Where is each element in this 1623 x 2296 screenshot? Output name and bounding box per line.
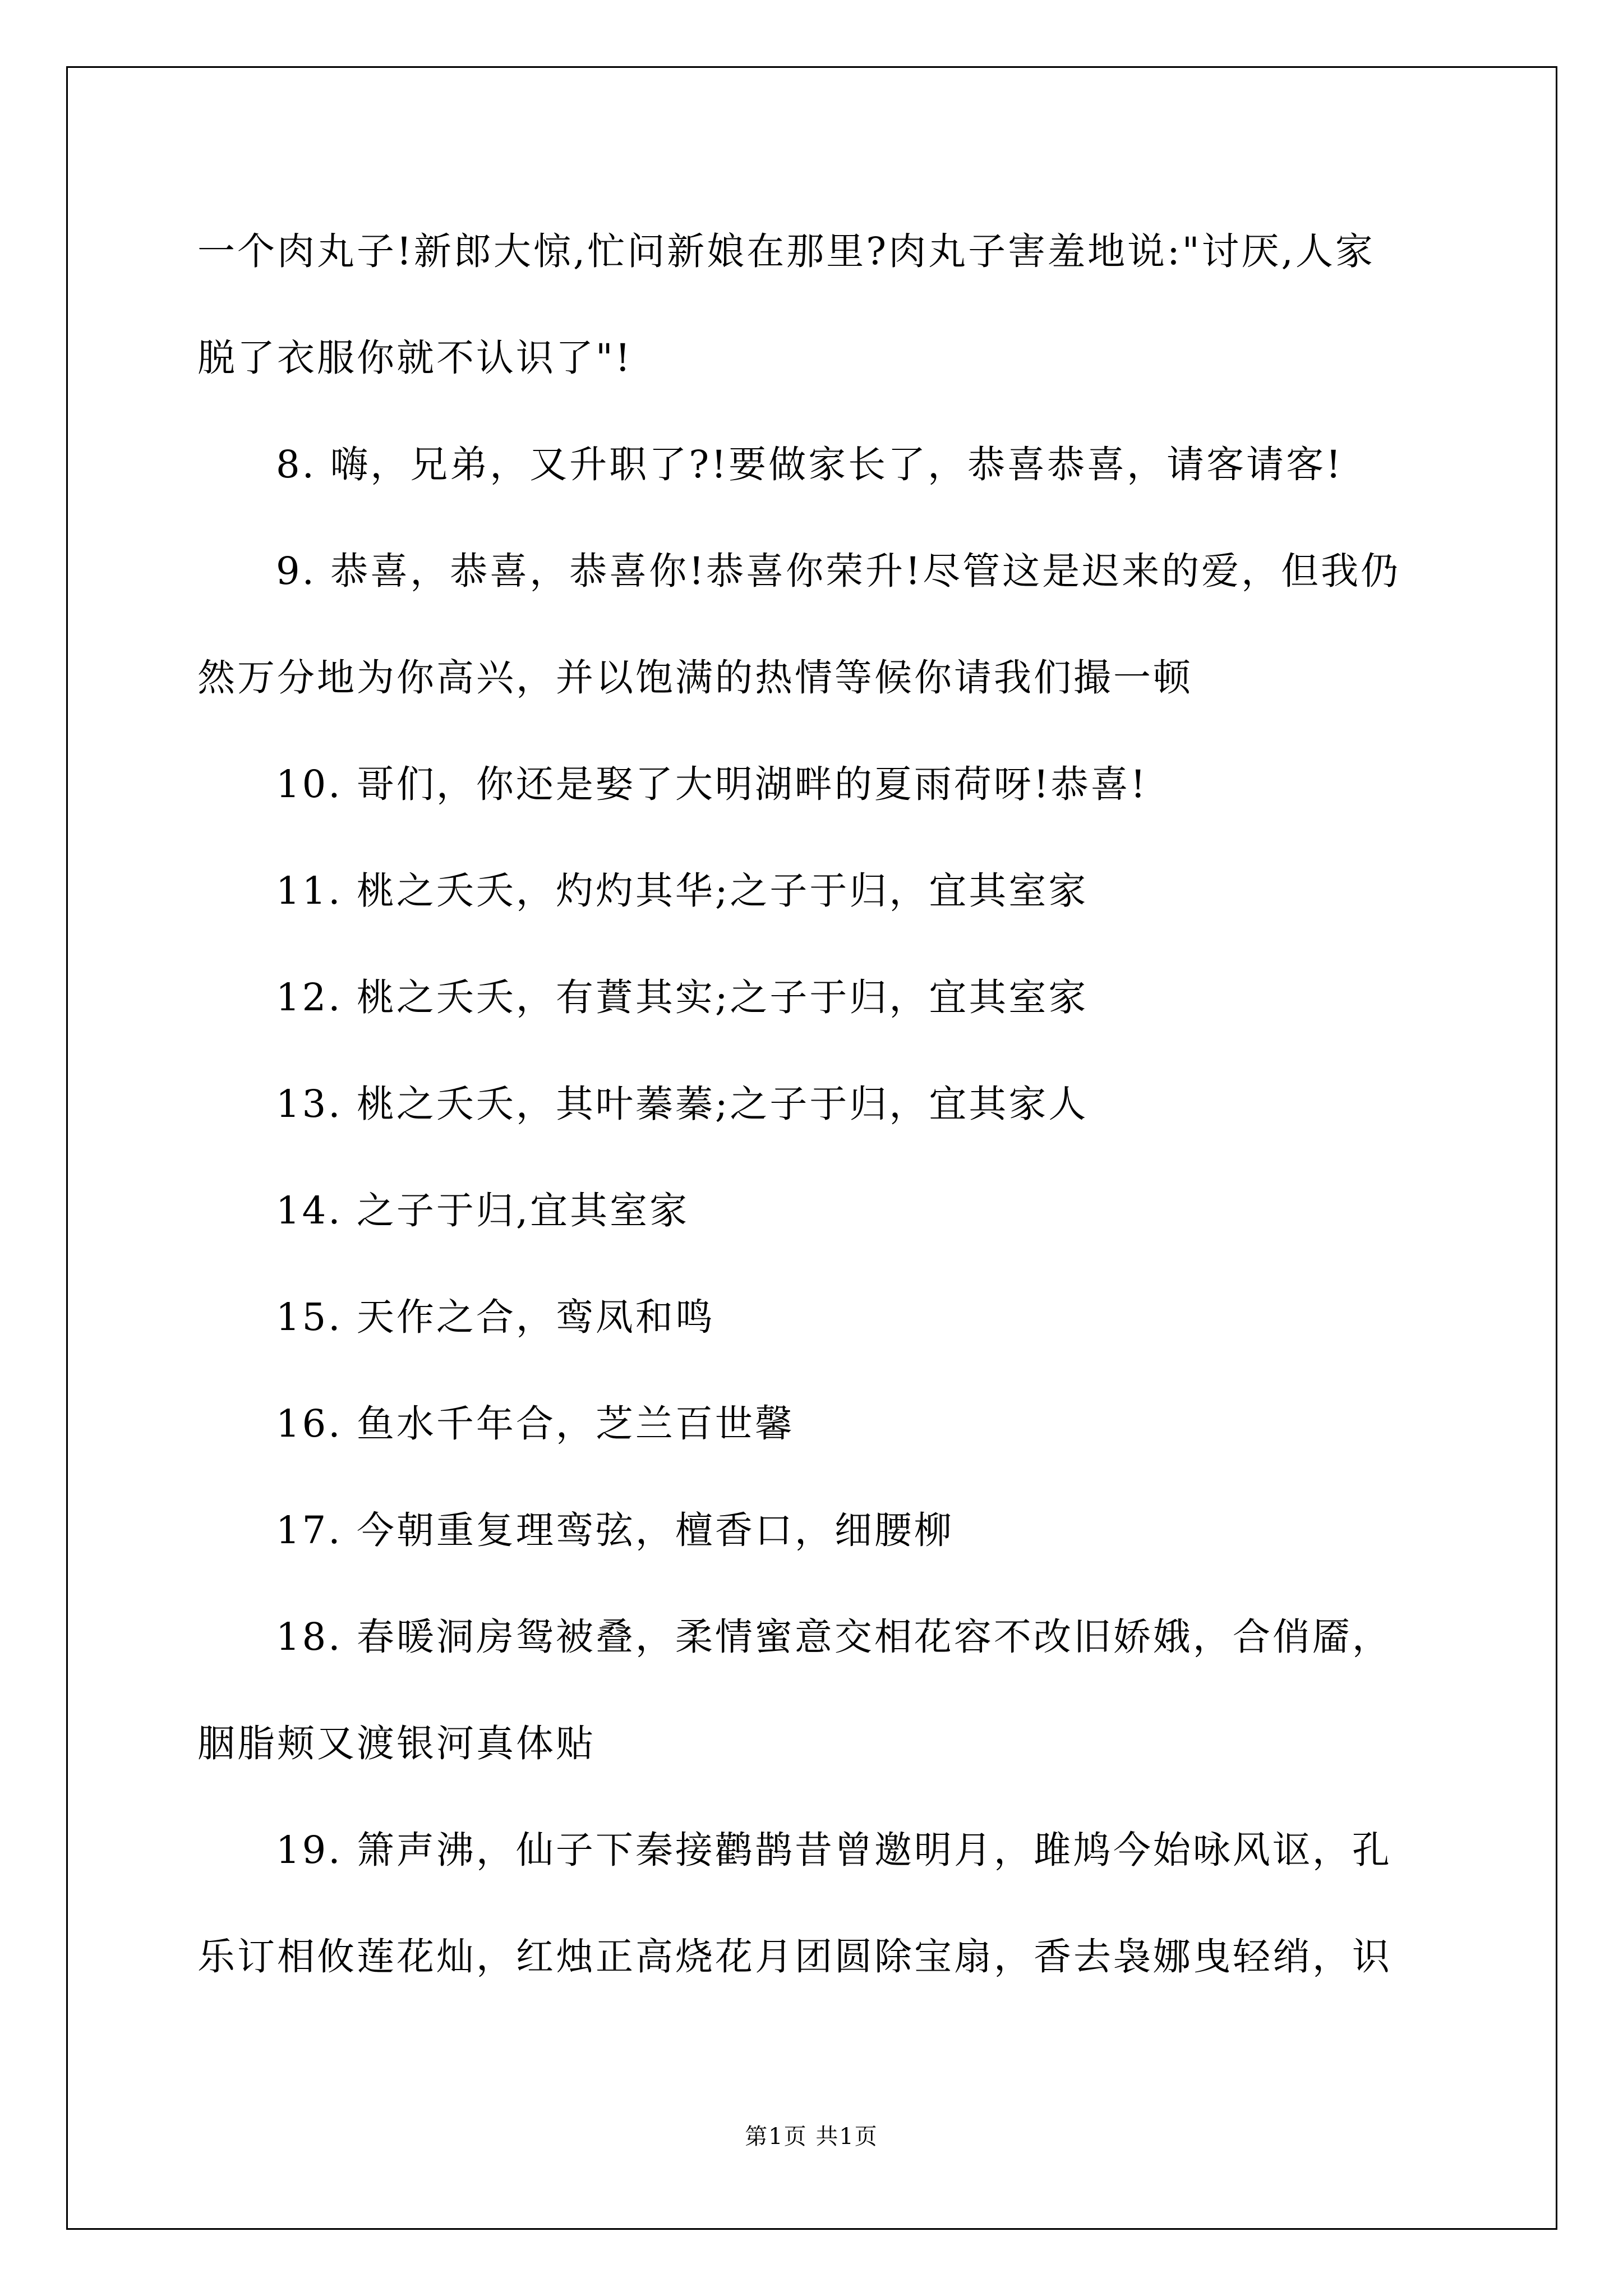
text-line: 乐订相攸莲花灿，红烛正高烧花月团圆除宝扇，香去袅娜曳轻绡，识	[197, 1935, 1392, 1978]
list-item-16: 16. 鱼水千年合，芝兰百世馨	[276, 1402, 795, 1446]
page-border	[66, 66, 1557, 2230]
text-line: 然万分地为你高兴，并以饱满的热情等候你请我们撮一顿	[197, 656, 1193, 700]
text-line: 一个肉丸子!新郎大惊,忙问新娘在那里?肉丸子害羞地说:"讨厌,人家	[197, 229, 1375, 273]
list-item-11: 11. 桃之夭夭，灼灼其华;之子于归，宜其室家	[276, 869, 1089, 913]
list-item-10: 10. 哥们，你还是娶了大明湖畔的夏雨荷呀!恭喜!	[276, 762, 1148, 806]
list-item-18: 18. 春暖洞房鸳被叠，柔情蜜意交相花容不改旧娇娥，合俏靥，	[276, 1615, 1392, 1659]
list-item-15: 15. 天作之合，鸾凤和鸣	[276, 1295, 715, 1339]
list-item-14: 14. 之子于归,宜其室家	[276, 1189, 690, 1232]
text-line: 脱了衣服你就不认识了"!	[197, 336, 633, 380]
text-line: 胭脂颊又渡银河真体贴	[197, 1722, 596, 1765]
page-number-footer: 第1页 共1页	[745, 2124, 878, 2150]
list-item-17: 17. 今朝重复理鸾弦，檀香口，细腰柳	[276, 1508, 954, 1552]
list-item-12: 12. 桃之夭夭，有蕡其实;之子于归，宜其室家	[276, 976, 1089, 1019]
list-item-9: 9. 恭喜，恭喜，恭喜你!恭喜你荣升!尽管这是迟来的爱，但我仍	[276, 549, 1401, 593]
list-item-8: 8. 嗨，兄弟，又升职了?!要做家长了，恭喜恭喜，请客请客!	[276, 443, 1343, 486]
list-item-19: 19. 箫声沸，仙子下秦接鹳鹊昔曾邀明月，雎鸠今始咏风讴，孔	[276, 1828, 1392, 1872]
list-item-13: 13. 桃之夭夭，其叶蓁蓁;之子于归，宜其家人	[276, 1082, 1089, 1126]
